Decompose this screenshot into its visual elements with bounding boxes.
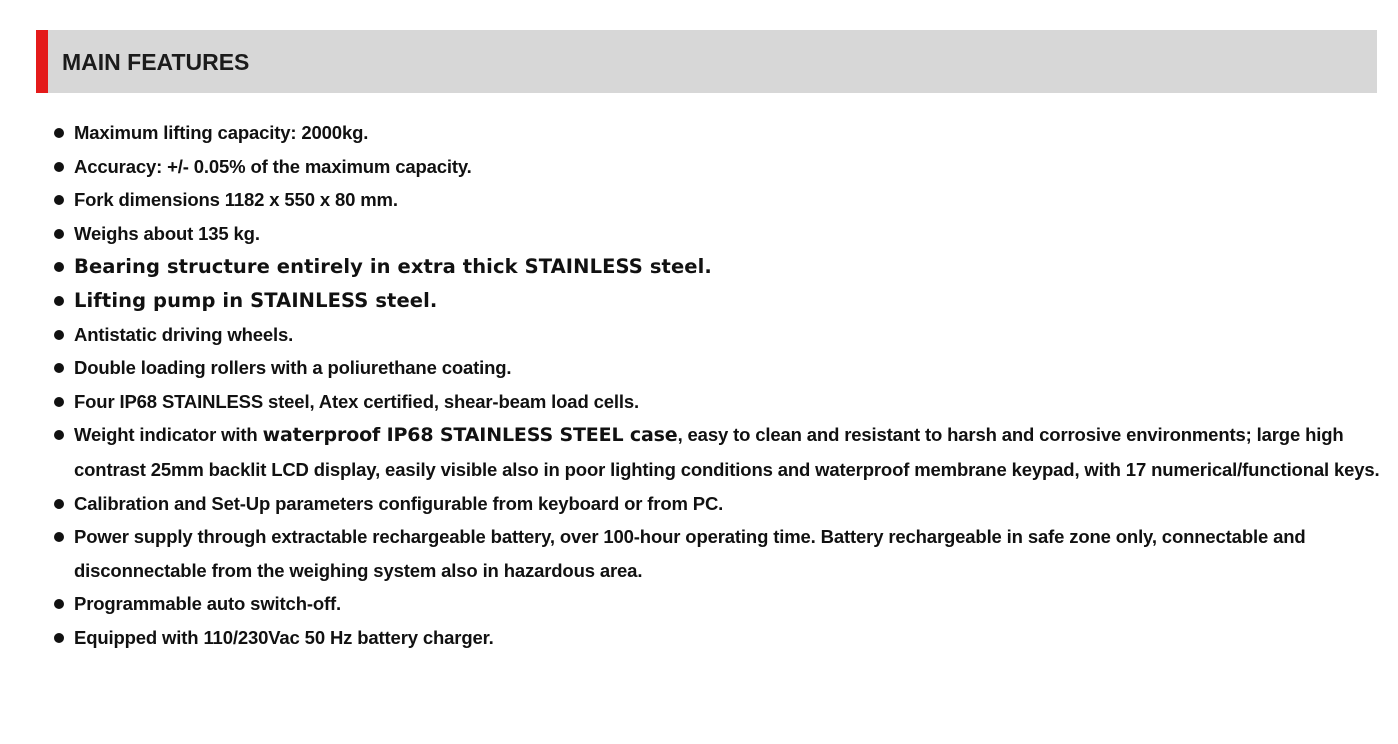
bullet-icon <box>54 363 64 373</box>
feature-text: Fork dimensions 1182 x 550 x 80 mm. <box>74 189 398 211</box>
bullet-icon <box>54 330 64 340</box>
feature-item <box>50 487 1380 521</box>
feature-item <box>50 418 1380 486</box>
feature-text: Weighs about 135 kg. <box>74 222 260 244</box>
feature-item <box>50 385 1380 419</box>
feature-text: Four IP68 STAINLESS steel, Atex certified, shear-beam load cells. <box>74 390 639 412</box>
feature-text: Double loading rollers with a poliurethane coating. <box>74 357 512 379</box>
bullet-icon <box>54 499 64 509</box>
feature-item <box>50 217 1380 251</box>
bullet-icon <box>54 633 64 643</box>
section-title: MAIN FEATURES <box>62 49 250 75</box>
feature-text: Accuracy: +/- 0.05% of the maximum capacity. <box>74 155 472 177</box>
feature-item <box>50 520 1380 587</box>
feature-item <box>50 150 1380 184</box>
bullet-icon <box>54 128 64 138</box>
feature-text: Equipped with 110/230Vac 50 Hz battery charger. <box>74 626 494 648</box>
feature-item <box>50 621 1380 655</box>
bullet-icon <box>54 430 64 440</box>
bullet-icon <box>54 162 64 172</box>
bullet-icon <box>54 397 64 407</box>
bullet-icon <box>54 532 64 542</box>
feature-item <box>50 318 1380 352</box>
section-header <box>36 30 1377 93</box>
bullet-icon <box>54 296 64 306</box>
feature-text-emphasis: waterproof IP68 STAINLESS STEEL case <box>262 424 678 447</box>
feature-item <box>50 250 1380 284</box>
feature-text-start: Weight indicator with <box>74 424 263 446</box>
feature-text: Lifting pump in STAINLESS steel. <box>74 288 438 312</box>
feature-item <box>50 116 1380 150</box>
bullet-icon <box>54 262 64 272</box>
feature-text: Antistatic driving wheels. <box>74 323 294 345</box>
feature-text: Programmable auto switch-off. <box>74 593 342 615</box>
feature-item <box>50 284 1380 318</box>
feature-item <box>50 587 1380 621</box>
feature-item <box>50 351 1380 385</box>
bullet-icon <box>54 599 64 609</box>
feature-text: Calibration and Set-Up parameters configurable from keyboard or from PC. <box>74 492 724 514</box>
section-accent-bar <box>36 30 48 93</box>
feature-text: Power supply through extractable rechargeable battery, over 100-hour operating time. Battery rechargeable in safe zone only, connectable and disconnectable from the weighing system also in hazardous area. <box>74 526 1306 581</box>
feature-text: Bearing structure entirely in extra thick STAINLESS steel. <box>74 255 712 279</box>
feature-text-end: , easy to clean and resistant to harsh and corrosive environments; large high contrast 25mm backlit LCD display, easily visible also in poor lighting conditions and waterproof membrane keypad, with 17 numerical/functional keys. <box>74 424 1380 480</box>
bullet-icon <box>54 229 64 239</box>
feature-item <box>50 183 1380 217</box>
feature-list <box>50 116 1380 655</box>
feature-text: Maximum lifting capacity: 2000kg. <box>74 122 369 143</box>
bullet-icon <box>54 195 64 205</box>
